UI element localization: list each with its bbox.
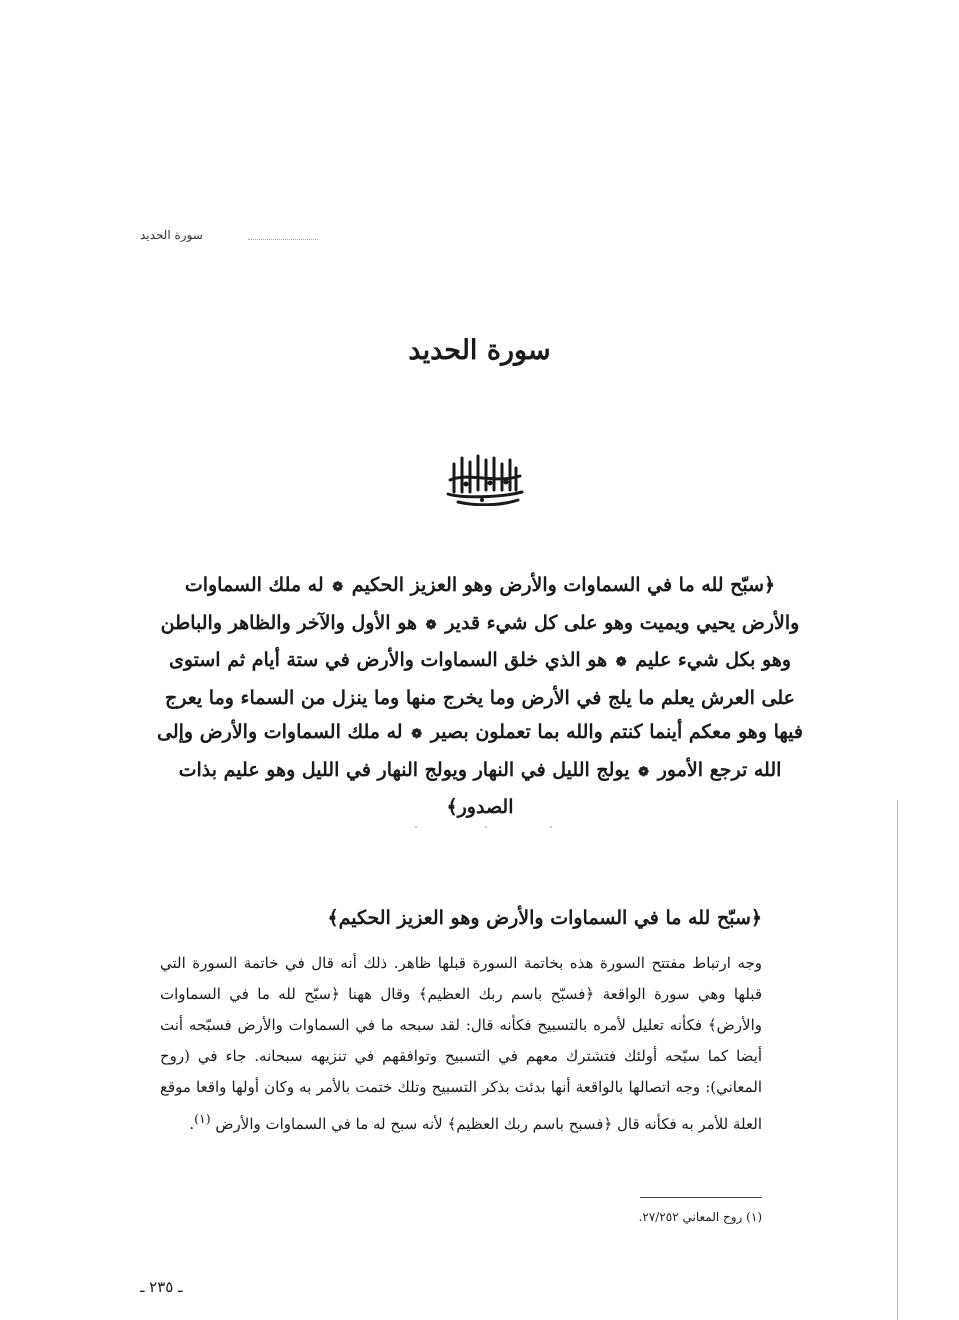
footnote-rule	[640, 1197, 762, 1198]
verses-block	[155, 568, 805, 825]
verse-separator-icon: ❁	[332, 580, 344, 595]
section-separator	[400, 826, 560, 830]
verse: له ملك السماوات والأرض وإلى الله ترجع الأمور	[157, 721, 782, 781]
verse-separator-icon: ❁	[638, 764, 650, 780]
verse: يولج الليل في النهار ويولج النهار في الليل وهو عليم بذات الصدور﴾	[178, 758, 630, 818]
verse-separator-icon: ❁	[615, 655, 627, 670]
footnote: (١) روح المعاني ٢٧/٢٥٢.	[638, 1210, 762, 1224]
margin-rule	[897, 800, 898, 1320]
running-header-dots	[248, 239, 318, 240]
running-header	[140, 228, 340, 250]
verse: هو الأول والآخر والظاهر والباطن وهو بكل شيء عليم	[160, 611, 792, 671]
body-paragraph: وجه ارتباط مفتتح السورة هذه بخاتمة السورة قبلها ظاهر. ذلك أنه قال في خاتمة السورة التي قبلها وهي سورة الواقعة ﴿فسبّح باسم ربك العظيم﴾ وقال ههنا ﴿سبّح لله ما في السماوات والأرض﴾ فكأنه تعليل لأمره بالتسبيح فكأنه قال: لقد سبحه ما في السماوات والأرض فسبّحه أنت أيضا كما سبّحه أولئك فتشترك معهم في التسبيح وتوافقهم في تنزيهه سبحانه. جاء في (روح المعاني): وجه اتصالها بالواقعة أنها بدئت بذكر التسبيح وتلك ختمت بالأمر به وكان أولها واقعا موقع العلة للأمر به فكأنه قال ﴿فسبح باسم ربك العظيم﴾ لأنه سبح له ما في السماوات والأرض $^{(١)}$.	[160, 954, 762, 1133]
verse: هو الذي خلق السماوات والأرض في ستة أيام ثم استوى على العرش يعلم ما يلج في الأرض وما يخرج منها وما ينزل من السماء وما يعرج فيها وهو معكم أينما كنتم والله بما تعملون بصير	[164, 649, 803, 743]
verse: ﴿سبّح لله ما في السماوات والأرض وهو العزيز الحكيم	[351, 574, 776, 596]
verse-separator-icon: ❁	[425, 617, 437, 633]
verse-separator-icon: ❁	[411, 727, 423, 742]
verse: له ملك السماوات والأرض يحيي ويميت وهو على كل شيء قدير	[184, 574, 800, 634]
page-number: ـ ٢٣٥ ـ	[140, 1278, 183, 1296]
separator-dot	[415, 826, 417, 828]
basmala-calligraphy-icon	[440, 450, 530, 506]
separator-dot	[485, 826, 487, 828]
body-paragraph-text: وجه ارتباط مفتتح السورة هذه بخاتمة السورة قبلها ظاهر. ذلك أنه قال في خاتمة السورة التي قبلها وهي سورة الواقعة ﴿فسبّح باسم ربك العظيم﴾ وقال ههنا ﴿سبّح لله ما في السماوات والأرض﴾ فكأنه تعليل لأمره بالتسبيح فكأنه قال: لقد سبحه ما في السماوات والأرض فسبّحه أنت أيضا كما سبّحه أولئك فتشترك معهم في التسبيح وتوافقهم في تنزيهه سبحانه. جاء في (روح المعاني): وجه اتصالها بالواقعة أنها بدئت بذكر التسبيح وتلك ختمت بالأمر به وكان أولها واقعا موقع العلة للأمر به فكأنه قال ﴿فسبح باسم ربك العظيم﴾ لأنه سبح له ما في السماوات والأرض	[160, 954, 762, 1133]
surah-title: سورة الحديد	[408, 335, 551, 366]
basmala-calligraphy	[440, 450, 530, 506]
section-heading: ﴿سبّح لله ما في السماوات والأرض وهو العزيز الحكيم﴾	[327, 907, 762, 929]
running-header-text: سورة الحديد	[140, 228, 203, 242]
separator-dot	[550, 826, 552, 828]
footnote-reference: (١)	[194, 1111, 211, 1126]
